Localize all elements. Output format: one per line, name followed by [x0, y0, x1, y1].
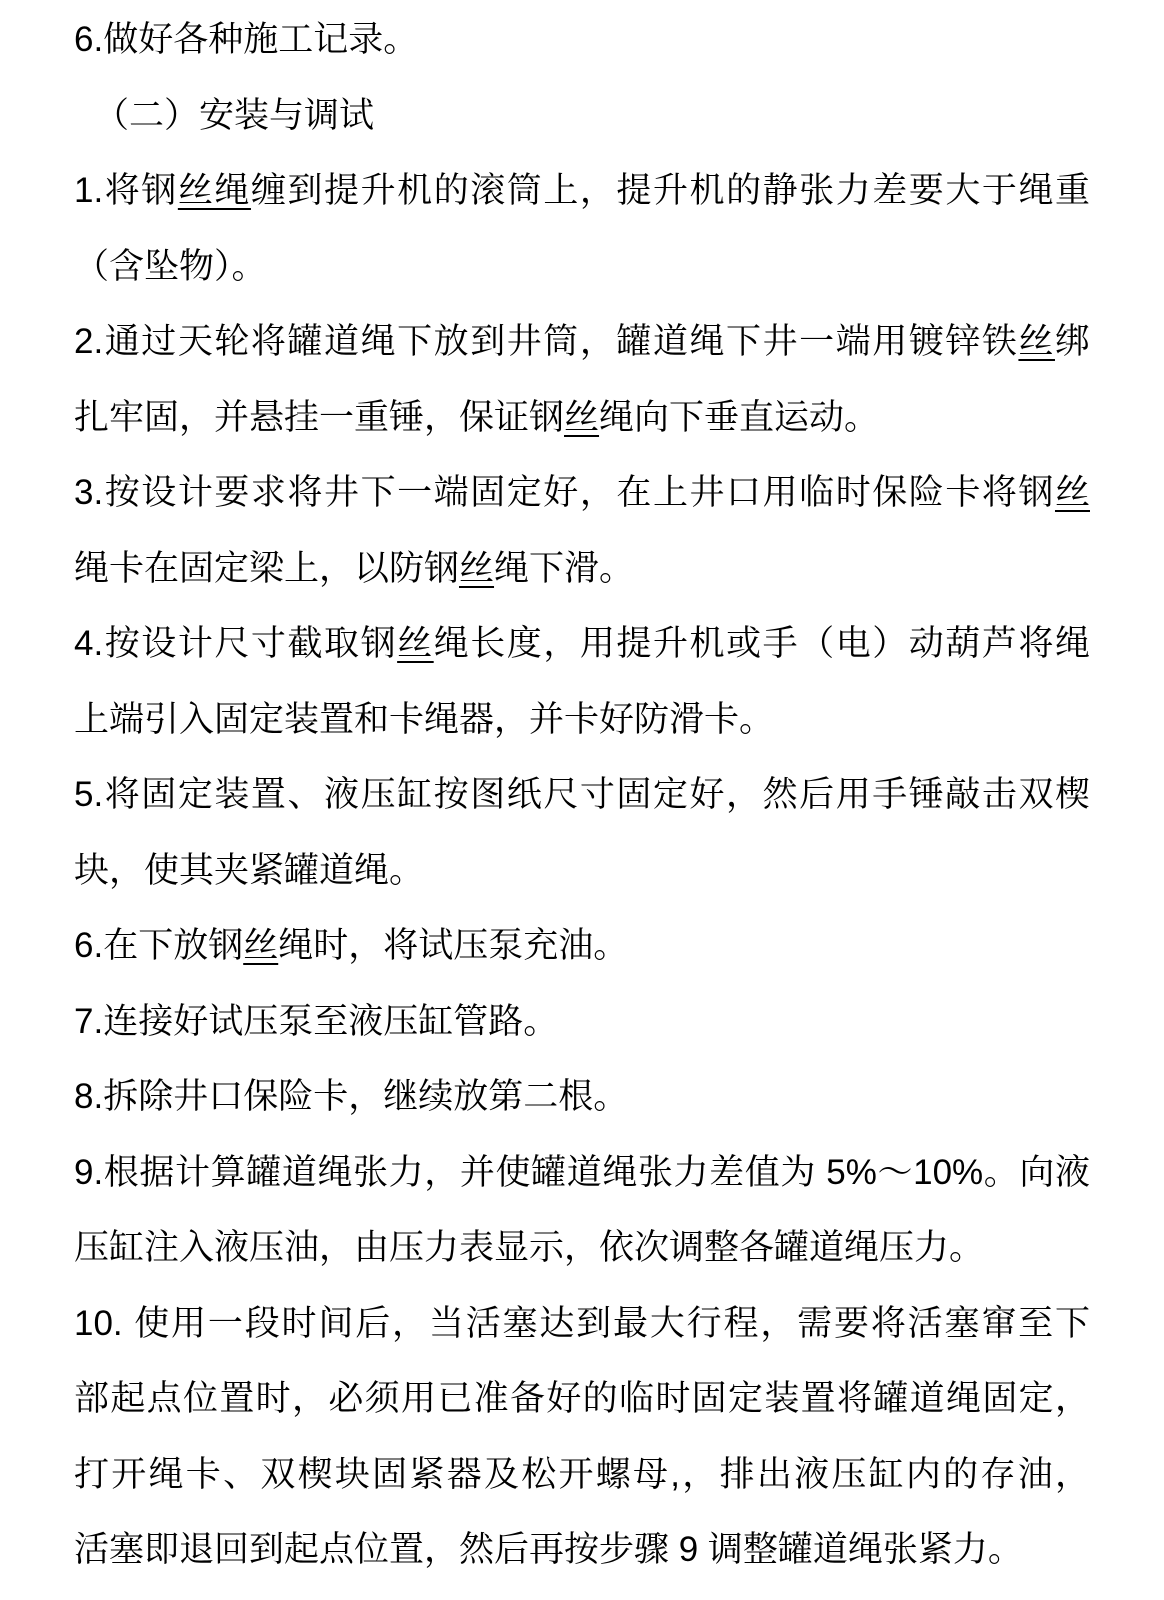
text-line [74, 984, 1090, 1060]
text-line [74, 1361, 1090, 1437]
text-line [74, 1286, 1090, 1362]
text-line [74, 531, 1090, 607]
text-segment: 绑 [1054, 322, 1090, 361]
text-line [74, 229, 1090, 305]
text-line [74, 380, 1090, 456]
text-line [74, 304, 1090, 380]
underlined-text: 丝 [1018, 322, 1055, 361]
text-segment: 4.按设计尺寸截取钢 [74, 624, 398, 663]
text-segment: 9.根据计算罐道绳张力，并使罐道绳张力差值为 5%～10%。向液 [74, 1152, 1090, 1192]
text-segment: （含坠物）。 [74, 246, 267, 286]
para-install-step-5 [74, 757, 1090, 908]
text-line [74, 1437, 1090, 1513]
text-segment: 10. 使用一段时间后，当活塞达到最大行程，需要将活塞窜至下 [74, 1303, 1090, 1343]
text-segment: 部起点位置时，必须用已准备好的临时固定装置将罐道绳固定， [74, 1379, 1090, 1418]
text-segment: 绳向下垂直运动。 [599, 397, 880, 437]
text-segment: 绳卡在固定梁上，以防钢 [74, 548, 460, 588]
text-segment: （二）安装与调试 [94, 95, 375, 135]
text-segment: 打开绳卡、双楔块固紧器及松开螺母,，排出液压缸内的存油， [74, 1454, 1090, 1494]
text-segment: 1.将钢 [74, 171, 178, 210]
text-line [74, 908, 1090, 984]
text-segment: 压缸注入液压油，由压力表显示，依次调整各罐道绳压力。 [74, 1228, 985, 1267]
underlined-text: 丝 [564, 397, 600, 437]
text-line [74, 455, 1090, 531]
text-segment: 6.做好各种施工记录。 [74, 20, 419, 59]
text-segment: 2.通过天轮将罐道绳下放到井筒，罐道绳下井一端用镀锌铁 [74, 322, 1019, 361]
text-line [74, 606, 1090, 682]
text-segment: 活塞即退回到起点位置，然后再按步骤 9 调整罐道绳张紧力。 [74, 1530, 1023, 1569]
underlined-text: 丝 [397, 624, 434, 663]
text-line [74, 1135, 1090, 1211]
text-segment: 5.将固定装置、液压缸按图纸尺寸固定好，然后用手锤敲击双楔 [74, 775, 1090, 814]
text-line [74, 1059, 1090, 1135]
text-line [74, 1210, 1090, 1286]
text-segment: 缠到提升机的滚筒上，提升机的静张力差要大于绳重 [250, 171, 1090, 210]
text-segment: 8.拆除井口保险卡，继续放第二根。 [74, 1077, 629, 1116]
para-prep-step-6 [74, 2, 1090, 78]
para-install-step-10 [74, 1286, 1090, 1588]
para-install-step-9 [74, 1135, 1090, 1286]
text-segment: 6.在下放钢 [74, 926, 244, 965]
text-line [74, 2, 1090, 78]
text-segment: 绳长度，用提升机或手（电）动葫芦将绳 [433, 624, 1090, 663]
underlined-text: 丝 [459, 548, 495, 588]
para-install-step-8 [74, 1059, 1090, 1135]
text-line [74, 757, 1090, 833]
text-segment: 绳下滑。 [494, 548, 635, 588]
text-line [74, 682, 1090, 758]
text-line [74, 833, 1090, 909]
underlined-text: 丝绳 [177, 171, 251, 210]
text-line [74, 1512, 1090, 1588]
text-segment: 7.连接好试压泵至液压缸管路。 [74, 1001, 559, 1041]
text-line [74, 153, 1090, 229]
text-segment: 上端引入固定装置和卡绳器，并卡好防滑卡。 [74, 699, 775, 739]
text-segment: 扎牢固，并悬挂一重锤，保证钢 [74, 397, 565, 437]
text-line [74, 78, 1090, 154]
para-install-step-7 [74, 984, 1090, 1060]
para-install-step-4 [74, 606, 1090, 757]
underlined-text: 丝 [1054, 473, 1090, 512]
underlined-text: 丝 [243, 926, 279, 965]
para-install-step-3 [74, 455, 1090, 606]
text-segment: 3.按设计要求将井下一端固定好，在上井口用临时保险卡将钢 [74, 473, 1055, 512]
section-heading-install-debug [74, 78, 1090, 154]
text-segment: 绳时，将试压泵充油。 [278, 926, 629, 965]
para-install-step-1 [74, 153, 1090, 304]
para-install-step-2 [74, 304, 1090, 455]
para-install-step-6 [74, 908, 1090, 984]
text-segment: 块，使其夹紧罐道绳。 [74, 850, 425, 890]
